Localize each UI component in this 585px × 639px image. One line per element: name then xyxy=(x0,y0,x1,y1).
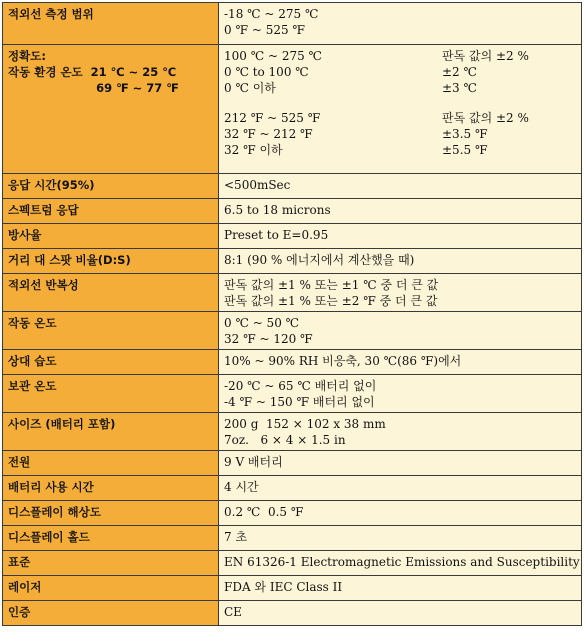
row-label: 디스플레이 해상도 xyxy=(3,501,219,526)
value-line: EN 61326-1 Electromagnetic Emissions and Susceptibility xyxy=(224,555,580,569)
table-row xyxy=(3,526,582,551)
value-line: 판독 값의 ±1 % 또는 ±2 ℉ 중 더 큰 값 xyxy=(224,294,438,308)
table-row xyxy=(3,451,582,476)
value-line: 32 ℉ ~ 120 ℉ xyxy=(224,332,313,346)
accuracy-tolerance: 판독 값의 ±2 % xyxy=(442,49,529,63)
spacer xyxy=(224,96,442,110)
value-line: 판독 값의 ±1 % 또는 ±1 ℃ 중 더 큰 값 xyxy=(224,278,439,292)
row-label: 스펙트럼 응답 xyxy=(3,199,219,224)
table-row xyxy=(3,274,582,312)
row-label: 사이즈 (배터리 포함) xyxy=(3,413,219,451)
row-value xyxy=(219,551,582,576)
accuracy-tolerance: ±3.5 ℉ xyxy=(442,127,488,141)
value-line: -4 ℉ ~ 150 ℉ 배터리 없이 xyxy=(224,395,375,409)
row-label: 디스플레이 홀드 xyxy=(3,526,219,551)
row-label: 전원 xyxy=(3,451,219,476)
accuracy-range: 100 ℃ ~ 275 ℃ xyxy=(224,49,322,63)
accuracy-range: 0 ℃ to 100 ℃ xyxy=(224,65,309,79)
row-value xyxy=(219,413,582,451)
row-value xyxy=(219,249,582,274)
row-value xyxy=(219,576,582,601)
row-value xyxy=(219,375,582,413)
value-line: FDA 와 IEC Class II xyxy=(224,580,343,594)
table-row xyxy=(3,312,582,350)
row-value xyxy=(219,476,582,501)
row-label xyxy=(3,45,219,174)
row-value xyxy=(219,199,582,224)
row-value xyxy=(219,274,582,312)
row-label: 작동 온도 xyxy=(3,312,219,350)
row-value xyxy=(219,174,582,199)
row-value xyxy=(219,45,582,174)
row-label: 인증 xyxy=(3,601,219,626)
row-value xyxy=(219,526,582,551)
table-row xyxy=(3,3,582,45)
accuracy-tolerance: 판독 값의 ±2 % xyxy=(442,111,529,125)
table-row xyxy=(3,350,582,375)
table-row xyxy=(3,199,582,224)
row-label: 적외선 반복성 xyxy=(3,274,219,312)
table-row xyxy=(3,249,582,274)
row-value xyxy=(219,451,582,476)
value-line: 6.5 to 18 microns xyxy=(224,203,331,217)
accuracy-grid xyxy=(224,48,577,158)
row-label: 방사율 xyxy=(3,224,219,249)
row-label: 거리 대 스팟 비율(D:S) xyxy=(3,249,219,274)
value-line: 7oz. 6 × 4 × 1.5 in xyxy=(224,433,346,447)
spec-table-container xyxy=(2,2,581,635)
value-line: 7 초 xyxy=(224,530,248,544)
table-row xyxy=(3,601,582,626)
value-line: 9 V 배터리 xyxy=(224,455,283,469)
accuracy-label-title: 정확도: xyxy=(8,49,46,63)
table-row xyxy=(3,576,582,601)
value-line: CE xyxy=(224,605,242,619)
specifications-table xyxy=(2,2,582,626)
table-row xyxy=(3,551,582,576)
row-value xyxy=(219,501,582,526)
table-row xyxy=(3,174,582,199)
row-label: 레이저 xyxy=(3,576,219,601)
accuracy-range: 32 ℉ 이하 xyxy=(224,143,283,157)
row-label: 보관 온도 xyxy=(3,375,219,413)
spacer xyxy=(442,96,577,110)
row-label: 배터리 사용 시간 xyxy=(3,476,219,501)
value-line: <500mSec xyxy=(224,178,291,192)
value-line: -18 ℃ ~ 275 ℃ xyxy=(224,7,319,21)
value-line: 0.2 ℃ 0.5 ℉ xyxy=(224,505,304,519)
value-line: 8:1 (90 % 에너지에서 계산했을 때) xyxy=(224,253,415,267)
table-row xyxy=(3,45,582,174)
value-line: Preset to E=0.95 xyxy=(224,228,329,242)
row-label: 적외선 측정 범위 xyxy=(3,3,219,45)
row-value xyxy=(219,312,582,350)
accuracy-range: 212 ℉ ~ 525 ℉ xyxy=(224,111,321,125)
row-label: 표준 xyxy=(3,551,219,576)
value-line: 0 ℃ ~ 50 ℃ xyxy=(224,316,300,330)
row-value xyxy=(219,224,582,249)
value-line: -20 ℃ ~ 65 ℃ 배터리 없이 xyxy=(224,379,377,393)
accuracy-range: 32 ℉ ~ 212 ℉ xyxy=(224,127,313,141)
accuracy-tolerance: ±5.5 ℉ xyxy=(442,143,488,157)
row-value xyxy=(219,3,582,45)
table-row xyxy=(3,476,582,501)
accuracy-label-fahrenheit-env: 69 ℉ ~ 77 ℉ xyxy=(8,81,179,95)
value-line: 10% ~ 90% RH 비응축, 30 ℃(86 ℉)에서 xyxy=(224,354,462,368)
accuracy-label-celsius-env: 작동 환경 온도 21 ℃ ~ 25 ℃ xyxy=(8,65,177,79)
table-row xyxy=(3,501,582,526)
value-line: 0 ℉ ~ 525 ℉ xyxy=(224,23,305,37)
table-row xyxy=(3,224,582,249)
row-label: 상대 습도 xyxy=(3,350,219,375)
table-row xyxy=(3,375,582,413)
value-line: 4 시간 xyxy=(224,480,259,494)
row-value xyxy=(219,350,582,375)
value-line: 200 g 152 × 102 x 38 mm xyxy=(224,417,386,431)
accuracy-tolerance: ±3 ℃ xyxy=(442,81,477,95)
row-value xyxy=(219,601,582,626)
accuracy-range: 0 ℃ 이하 xyxy=(224,81,276,95)
accuracy-tolerance: ±2 ℃ xyxy=(442,65,477,79)
row-label: 응답 시간(95%) xyxy=(3,174,219,199)
table-row xyxy=(3,413,582,451)
